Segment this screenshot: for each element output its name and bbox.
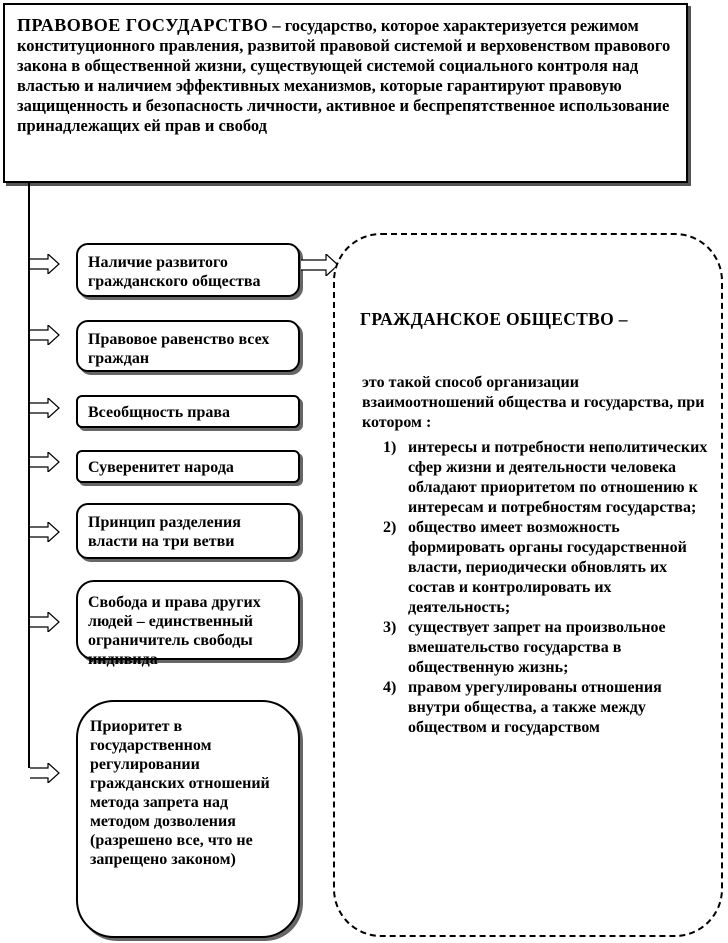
civil-society-title: ГРАЖДАНСКОЕ ОБЩЕСТВО – (360, 309, 628, 329)
definition-text: – государство, которое характеризуется режимом конституционного правления, развитой правовой системой и верховенством правового закона в общественной жизни, существующей системой социального контроля над властью и наличием эффективных механизмов, которые гарантируют правовую защищенность и безопасность личности, активное и беспрепятственное использование принадлежащих ей прав и свобод (17, 16, 671, 135)
feature-civil-society: Наличие развитого гражданского общества (76, 243, 300, 297)
feature-legal-equality: Правовое равенство всех граждан (76, 320, 300, 372)
feature-separation-of-powers: Принцип разделения власти на три ветви (76, 503, 300, 559)
list-item: 1) интересы и потребности неполитических сфер жизни и деятельности человека обладают приоритетом по отношению к интересам и потребностям государства; (383, 439, 708, 516)
list-item: 3) существует запрет на произвольное вмешательство государства в общественную жизнь; (383, 619, 666, 676)
civil-society-list (383, 438, 713, 738)
list-item: 4) правом урегулированы отношения внутри общества, а также между обществом и государством (383, 679, 662, 736)
feature-popular-sovereignty: Суверенитет народа (76, 450, 300, 483)
arrow-right-icon (30, 398, 60, 418)
feature-freedom-limit: Свобода и права других людей – единственный ограничитель свободы индивида (76, 580, 300, 660)
arrow-right-icon (30, 522, 60, 542)
arrow-right-icon (30, 254, 60, 274)
arrow-right-icon (30, 325, 60, 345)
arrow-right-icon (30, 763, 60, 783)
civil-society-intro: это такой способ организации взаимоотношений общества и государства, при котором : (362, 374, 705, 431)
arrow-right-icon (30, 612, 60, 632)
feature-prohibition-priority: Приоритет в государственном регулировании гражданских отношений метода запрета над методом дозволения (разрешено все, что не запрещено законом) (76, 700, 300, 938)
arrow-right-icon (30, 452, 60, 472)
definition-box (3, 3, 688, 183)
feature-universality-of-law: Всеобщность права (76, 395, 300, 428)
list-item: 2) общество имеет возможность формировать органы государственной власти, периодически обновлять их состав и контролировать их деятельность; (383, 519, 687, 616)
definition-term: ПРАВОВОЕ ГОСУДАРСТВО (17, 15, 269, 35)
